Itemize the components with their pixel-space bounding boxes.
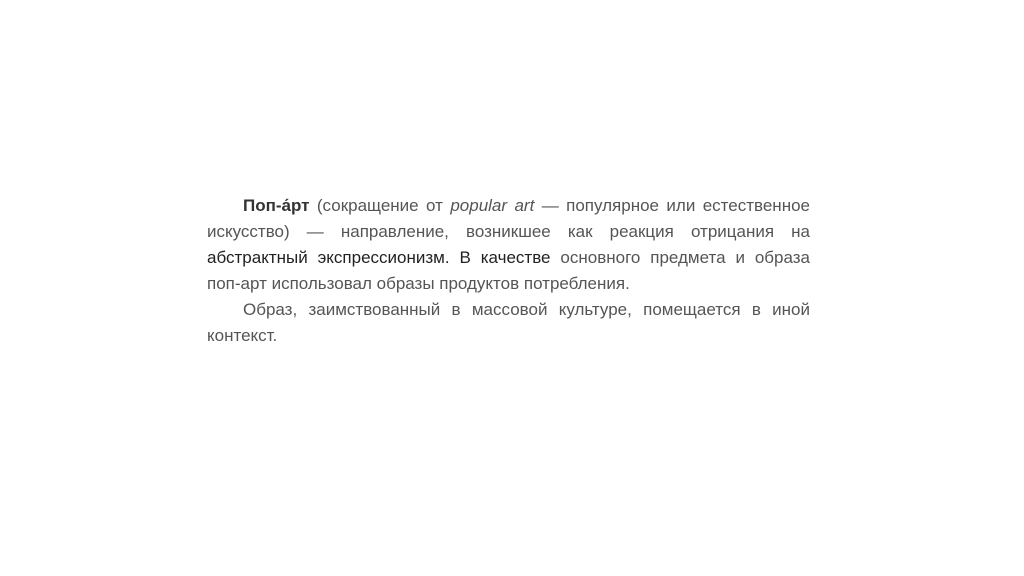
text-segment: — популярное или естественное искусство) — направление, возникшее как реакция отрицания на — [207, 196, 810, 241]
text-segment: Образ, заимствованный в массовой культуре, помещается в иной контекст. — [207, 300, 810, 345]
italic-term: popular art — [450, 196, 535, 215]
text-segment: основного предмета и образа поп-арт использовал образы продуктов потребления. — [207, 248, 811, 293]
paragraph-definition — [207, 193, 810, 297]
paragraph-context — [207, 297, 810, 349]
abstract-expressionism-link[interactable]: абстрактный экспрессионизм — [207, 248, 445, 267]
text-block — [207, 193, 810, 349]
text-segment: В качестве — [459, 248, 551, 267]
text-segment: . — [444, 248, 460, 267]
text-segment: (сокращение от — [309, 196, 451, 215]
term-pop-art: Поп-а́рт — [243, 196, 310, 215]
